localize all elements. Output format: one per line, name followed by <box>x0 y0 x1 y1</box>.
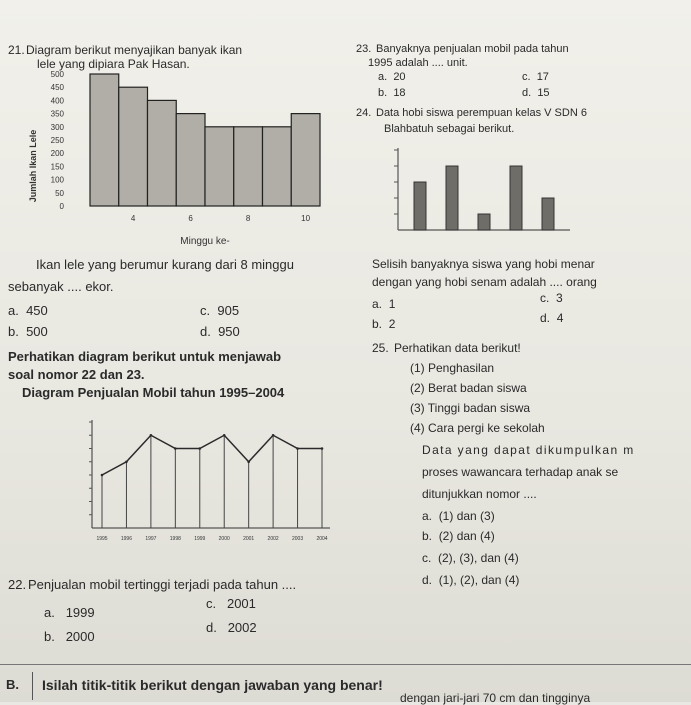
sales-line-chart <box>60 410 350 560</box>
q25-option-a-value: (1) dan (3) <box>438 509 495 523</box>
q25-option-c[interactable] <box>422 552 519 564</box>
sales-point <box>296 447 299 450</box>
q22-option-b-value: 2000 <box>65 629 95 644</box>
q21-y-tick-label: 250 <box>50 136 64 145</box>
q24-option-b-letter: b. <box>372 317 383 331</box>
section-b-letter: B. <box>6 677 19 692</box>
q21-bar <box>148 100 177 206</box>
q21-bar <box>263 127 292 206</box>
q21-x-tick-label: 10 <box>301 214 311 223</box>
q21-question-line1: Ikan lele yang berumur kurang dari 8 minggu <box>36 257 294 272</box>
q24-text-line2: Blahbatuh sebagai berikut. <box>384 123 515 135</box>
q25-item-2: (2) Berat badan siswa <box>410 381 527 395</box>
section-b-partial-line: dengan jari-jari 70 cm dan tingginya <box>400 691 591 705</box>
q21-option-c-letter: c. <box>200 303 211 318</box>
q21-y-tick-label: 100 <box>50 175 64 185</box>
q23-option-a-value: 20 <box>393 71 406 83</box>
q21-bars <box>90 74 320 206</box>
q21-y-tick-label: 0 <box>59 202 64 211</box>
q25-option-d[interactable] <box>422 574 519 586</box>
q25-option-a[interactable] <box>422 510 495 522</box>
sales-year-label: 1996 <box>120 536 133 542</box>
q21-y-tick-label: 450 <box>50 83 64 93</box>
q21-y-tick-label: 200 <box>50 149 64 159</box>
q21-option-a[interactable] <box>8 304 48 317</box>
q21-y-tick-label: 350 <box>50 109 64 119</box>
sales-point <box>223 434 226 437</box>
q22-option-c-value: 2001 <box>226 596 256 611</box>
q21-x-tick-label: 8 <box>245 214 251 223</box>
q23-option-d-letter: d. <box>522 87 532 99</box>
q24-bar <box>542 198 554 230</box>
q23-option-d-value: 15 <box>537 87 550 99</box>
q25-question-line3: ditunjukkan nomor .... <box>422 487 537 501</box>
q25-option-d-value: (1), (2), dan (4) <box>438 573 520 587</box>
q22-option-b-letter: b. <box>44 629 55 644</box>
q23-option-c-value: 17 <box>536 71 549 83</box>
q23-option-d[interactable] <box>522 88 550 99</box>
q21-bar <box>291 114 320 206</box>
sales-point <box>321 447 324 450</box>
q22-text: Penjualan mobil tertinggi terjadi pada tahun .... <box>28 577 297 592</box>
q21-x-ticks <box>131 214 311 223</box>
q25-option-a-letter: a. <box>422 509 433 523</box>
sales-line <box>102 435 322 475</box>
q25-item-1: (1) Penghasilan <box>410 361 495 375</box>
q24-option-c[interactable] <box>540 292 563 304</box>
sales-point <box>247 460 250 463</box>
q22-option-a[interactable] <box>44 606 95 619</box>
sales-year-label: 1999 <box>194 536 206 542</box>
q21-option-b-letter: b. <box>8 324 19 339</box>
q25-option-b[interactable] <box>422 530 495 542</box>
q24-bars <box>394 150 554 230</box>
q25-option-d-letter: d. <box>422 573 433 587</box>
q23-number: 23. <box>356 43 372 55</box>
q24-option-d-letter: d. <box>540 311 551 325</box>
q21-x-axis-label: Minggu ke- <box>180 236 230 247</box>
q21-option-a-letter: a. <box>8 303 19 318</box>
q25-option-b-value: (2) dan (4) <box>438 529 495 543</box>
instruction-line1: Perhatikan diagram berikut untuk menjawab <box>8 349 282 364</box>
q21-y-tick-label: 500 <box>50 70 64 79</box>
q23-option-b-letter: b. <box>378 87 388 99</box>
q21-y-tick-label: 50 <box>55 188 64 198</box>
q21-bar <box>176 114 205 206</box>
q23-option-c-letter: c. <box>522 71 531 83</box>
q21-bar <box>119 87 148 206</box>
q22-option-a-value: 1999 <box>65 605 95 620</box>
q24-option-a-letter: a. <box>372 297 383 311</box>
q23-option-c[interactable] <box>522 72 549 83</box>
q24-option-c-letter: c. <box>540 291 550 305</box>
q25-option-c-value: (2), (3), dan (4) <box>438 551 519 565</box>
q25-option-c-letter: c. <box>422 551 432 565</box>
q21-bar <box>234 127 263 206</box>
q24-bar <box>446 166 458 230</box>
q21-option-b[interactable] <box>8 325 48 338</box>
q21-bar-chart <box>20 66 345 256</box>
sales-year-label: 2002 <box>267 536 279 542</box>
q24-question-line1: Selisih banyaknya siswa yang hobi menar <box>372 257 595 271</box>
sales-point <box>125 460 128 463</box>
q21-text-line1: Diagram berikut menyajikan banyak ikan <box>26 43 243 57</box>
q21-y-tick-label: 400 <box>50 96 64 106</box>
sales-year-label: 1998 <box>169 536 181 542</box>
sales-year-label: 2001 <box>243 536 255 542</box>
q24-option-a[interactable] <box>372 298 395 310</box>
sales-year-label: 1997 <box>145 536 157 542</box>
instruction-line2: soal nomor 22 dan 23. <box>8 367 145 382</box>
q23-option-a[interactable] <box>378 72 406 83</box>
sales-point <box>272 434 275 437</box>
q21-y-ticks <box>51 70 65 211</box>
q22-number: 22. <box>8 577 27 592</box>
q21-y-tick-label: 300 <box>50 122 64 132</box>
q22-option-c[interactable] <box>206 597 256 610</box>
q25-text: Perhatikan data berikut! <box>394 341 521 355</box>
q25-number: 25. <box>372 341 389 355</box>
q23-option-b[interactable] <box>378 88 406 99</box>
q21-y-tick-label: 150 <box>50 162 64 172</box>
section-b-separator <box>32 672 33 700</box>
sales-point <box>198 447 201 450</box>
q22-option-d[interactable] <box>206 621 257 634</box>
q24-bar-chart <box>380 140 580 250</box>
q22-option-a-letter: a. <box>44 605 55 620</box>
q21-y-axis-label: Jumlah Ikan Lele <box>28 129 38 203</box>
q23-text-line2: 1995 adalah .... unit. <box>368 57 468 69</box>
sales-year-label: 1995 <box>96 536 108 542</box>
q23-option-b-value: 18 <box>393 87 406 99</box>
q21-option-c[interactable] <box>200 304 239 317</box>
sales-year-label: 2004 <box>316 536 328 542</box>
q24-number: 24. <box>356 107 372 119</box>
q21-x-tick-label: 6 <box>188 214 193 223</box>
q25-question-line1: Data yang dapat dikumpulkan m <box>422 443 635 457</box>
q25-item-4: (4) Cara pergi ke sekolah <box>410 421 545 435</box>
line-chart-title: Diagram Penjualan Mobil tahun 1995–2004 <box>22 385 285 400</box>
q23-text-line1: Banyaknya penjualan mobil pada tahun <box>376 43 569 55</box>
q25-item-3: (3) Tinggi badan siswa <box>410 401 531 415</box>
q24-bar <box>478 214 490 230</box>
q21-question-line2: sebanyak .... ekor. <box>8 279 114 294</box>
q24-question-line2: dengan yang hobi senam adalah .... orang <box>372 275 597 289</box>
q24-text-line1: Data hobi siswa perempuan kelas V SDN 6 <box>376 107 587 119</box>
q21-text-line2: lele yang dipiara Pak Hasan. <box>37 57 190 71</box>
q25-question-line2: proses wawancara terhadap anak se <box>422 465 619 479</box>
q24-option-b-value: 2 <box>388 317 396 331</box>
q22-option-d-letter: d. <box>206 620 217 635</box>
q22-option-b[interactable] <box>44 630 95 643</box>
q24-option-d-value: 4 <box>556 311 564 325</box>
q21-option-d[interactable] <box>200 325 240 338</box>
q23-option-a-letter: a. <box>378 71 388 83</box>
sales-year-label: 2000 <box>218 536 230 542</box>
q24-option-b[interactable] <box>372 318 395 330</box>
section-b-title: Isilah titik-titik berikut dengan jawaban yang benar! <box>42 677 383 693</box>
sales-year-label: 2003 <box>291 536 304 542</box>
q21-bar <box>205 127 234 206</box>
q21-option-a-value: 450 <box>26 303 48 318</box>
sales-point <box>101 474 104 477</box>
q22-option-d-value: 2002 <box>227 620 257 635</box>
q24-option-d[interactable] <box>540 312 563 324</box>
q21-option-c-value: 905 <box>217 303 240 318</box>
section-divider <box>0 664 691 665</box>
q21-number: 21. <box>8 43 25 57</box>
q24-bar <box>414 182 426 230</box>
q24-option-a-value: 1 <box>388 297 396 311</box>
sales-drop-lines <box>101 434 324 528</box>
q21-x-tick-label: 4 <box>130 214 136 223</box>
q24-bar <box>510 166 522 230</box>
q21-bar <box>90 74 119 206</box>
q21-option-d-value: 950 <box>218 324 240 339</box>
q21-option-d-letter: d. <box>200 324 211 339</box>
q21-option-b-value: 500 <box>26 324 48 339</box>
sales-point <box>150 434 153 437</box>
q25-option-b-letter: b. <box>422 529 433 543</box>
sales-point <box>174 447 177 450</box>
q22-option-c-letter: c. <box>206 596 217 611</box>
q24-option-c-value: 3 <box>556 291 563 305</box>
sales-x-labels <box>96 536 327 542</box>
